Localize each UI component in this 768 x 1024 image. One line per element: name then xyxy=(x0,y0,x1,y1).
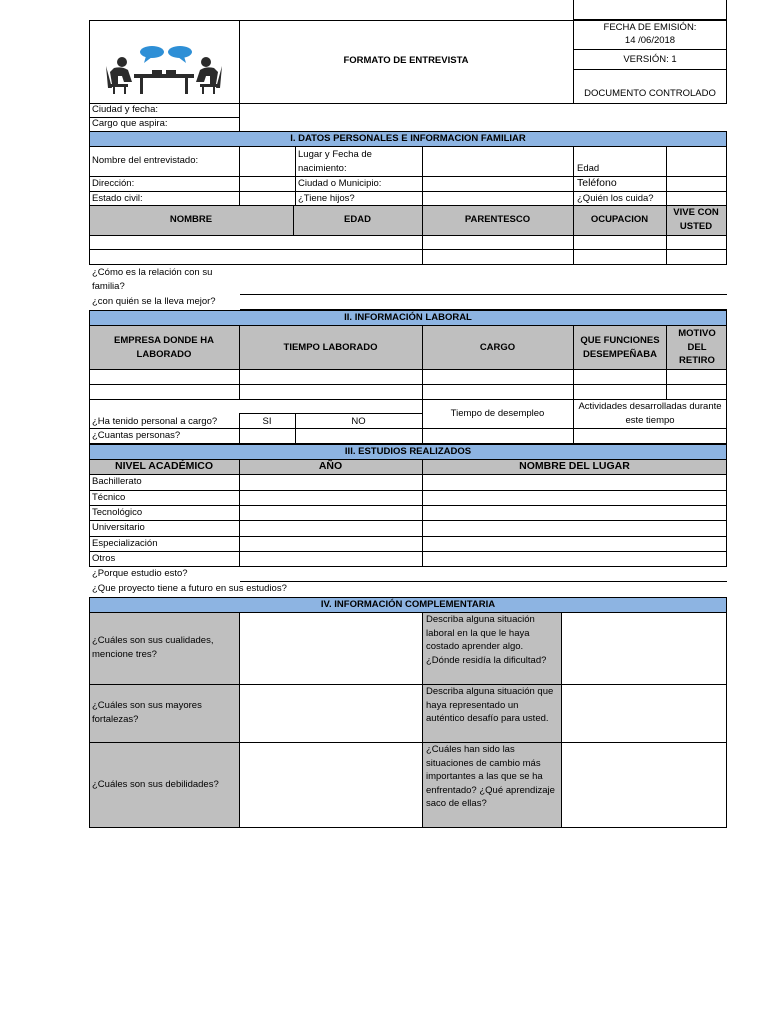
civil-status-label: Estado civil: xyxy=(92,193,143,204)
emission-date: 14 /06/2018 xyxy=(624,35,676,46)
family-col-relationship: PARENTESCO xyxy=(464,214,531,225)
family-relation-answer[interactable] xyxy=(240,266,727,294)
learning-difficulty-question: Describa alguna situación laboral en la que le haya costado aprender algo. ¿Dónde residía la dificultad? xyxy=(426,614,547,666)
work-col-functions: QUE FUNCIONES DESEMPEÑABA xyxy=(580,335,660,360)
interview-meeting-icon xyxy=(100,40,228,96)
section-complementary-title: IV. INFORMACIÓN COMPLEMENTARIA xyxy=(89,597,727,613)
best-relation-answer[interactable] xyxy=(240,295,727,309)
children-field[interactable] xyxy=(423,192,573,206)
staff-no-option[interactable]: NO xyxy=(351,416,366,427)
position-field[interactable] xyxy=(240,117,727,131)
best-relation-question: ¿con quién se la lleva mejor? xyxy=(92,296,216,307)
emission-date-label: FECHA DE EMISIÓN: xyxy=(603,22,697,33)
studies-col-year: AÑO xyxy=(318,460,343,472)
document-title: FORMATO DE ENTREVISTA xyxy=(343,55,469,66)
children-label: ¿Tiene hijos? xyxy=(298,193,355,204)
city-date-label: Ciudad y fecha: xyxy=(92,104,159,115)
staff-count-question: ¿Cuantas personas? xyxy=(92,430,181,441)
study-reason-answer[interactable] xyxy=(240,567,727,581)
study-level-tecnico: Técnico xyxy=(92,492,126,503)
work-col-reason: MOTIVO DEL RETIRO xyxy=(678,328,716,366)
address-field[interactable] xyxy=(240,177,295,191)
section-work-title: II. INFORMACIÓN LABORAL xyxy=(89,310,727,326)
study-level-otros: Otros xyxy=(92,553,116,564)
age-label: Edad xyxy=(577,163,600,174)
family-row[interactable] xyxy=(89,235,727,250)
study-level-tecnologico: Tecnológico xyxy=(92,507,143,518)
weaknesses-question: ¿Cuáles son sus debilidades? xyxy=(92,779,219,790)
change-situations-answer[interactable] xyxy=(562,743,727,827)
version-label: VERSIÓN: 1 xyxy=(623,54,677,65)
city-field[interactable] xyxy=(423,177,573,191)
birth-field[interactable] xyxy=(423,147,573,176)
carer-field[interactable] xyxy=(667,192,727,206)
family-relation-question: ¿Cómo es la relación con su familia? xyxy=(92,267,213,292)
section-studies-title: III. ESTUDIOS REALIZADOS xyxy=(89,444,727,460)
study-future-question: ¿Que proyecto tiene a futuro en sus estudios? xyxy=(92,583,287,594)
city-label: Ciudad o Municipio: xyxy=(298,178,382,189)
family-col-name: NOMBRE xyxy=(169,214,213,225)
qualities-answer[interactable] xyxy=(240,613,422,684)
work-col-position: CARGO xyxy=(479,342,516,353)
phone-label: Teléfono xyxy=(577,177,617,189)
study-level-bachillerato: Bachillerato xyxy=(92,476,142,487)
family-col-occupation: OCUPACION xyxy=(590,214,649,225)
study-reason-question: ¿Porque estudio esto? xyxy=(92,568,188,579)
city-date-field[interactable] xyxy=(240,103,727,117)
study-level-universitario: Universitario xyxy=(92,522,145,533)
birth-label: Lugar y Fecha de nacimiento: xyxy=(298,149,372,174)
interviewee-name-label: Nombre del entrevistado: xyxy=(92,155,199,166)
activities-label: Actividades desarrolladas durante este tiempo xyxy=(578,401,722,426)
phone-field[interactable] xyxy=(667,177,727,191)
family-col-age: EDAD xyxy=(344,214,371,225)
challenge-question: Describa alguna situación que haya representado un auténtico desafío para usted. xyxy=(426,686,554,724)
change-situations-question: ¿Cuáles han sido las situaciones de cambio más importantes a las que se ha enfrentado? ¿Qué aprendizaje saco de ellas? xyxy=(426,744,555,809)
qualities-question: ¿Cuáles son sus cualidades, mencione tres? xyxy=(92,635,214,660)
work-col-time: TIEMPO LABORADO xyxy=(283,342,378,353)
weaknesses-answer[interactable] xyxy=(240,743,422,827)
study-level-especializacion: Especialización xyxy=(92,538,158,549)
section-personal-title: I. DATOS PERSONALES E INFORMACION FAMILIAR xyxy=(89,131,727,147)
carer-label: ¿Quién los cuida? xyxy=(577,193,654,204)
position-label: Cargo que aspira: xyxy=(92,118,168,129)
strengths-question: ¿Cuáles son sus mayores fortalezas? xyxy=(92,700,202,725)
header-top-corner-cell xyxy=(573,0,727,20)
staff-question: ¿Ha tenido personal a cargo? xyxy=(92,416,218,427)
age-field[interactable] xyxy=(667,147,727,176)
unemployment-time-label: Tiempo de desempleo xyxy=(450,408,545,419)
work-row[interactable] xyxy=(89,369,727,385)
family-col-lives-with: VIVE CON USTED xyxy=(673,207,719,232)
staff-yes-option[interactable]: SI xyxy=(262,416,272,427)
strengths-answer[interactable] xyxy=(240,685,422,742)
controlled-document-label: DOCUMENTO CONTROLADO xyxy=(584,88,716,99)
address-label: Dirección: xyxy=(92,178,135,189)
challenge-answer[interactable] xyxy=(562,685,727,742)
family-row[interactable] xyxy=(89,249,727,265)
civil-status-field[interactable] xyxy=(240,192,295,206)
studies-col-place: NOMBRE DEL LUGAR xyxy=(519,460,630,472)
learning-difficulty-answer[interactable] xyxy=(562,613,727,684)
studies-col-level: NIVEL ACADÉMICO xyxy=(114,460,213,472)
document-header xyxy=(0,0,768,104)
work-col-company: EMPRESA DONDE HA LABORADO xyxy=(114,335,214,360)
interviewee-name-field[interactable] xyxy=(240,147,295,176)
staff-count-field[interactable] xyxy=(240,429,422,443)
work-row[interactable] xyxy=(89,384,727,400)
